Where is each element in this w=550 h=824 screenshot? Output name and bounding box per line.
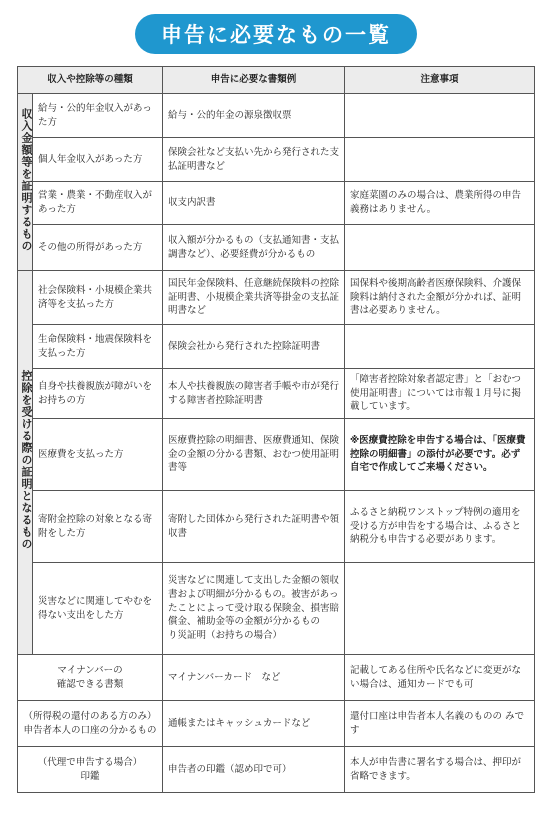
row-docs: 保険会社など支払い先から発行された支払証明書など <box>163 138 345 182</box>
table-row <box>18 747 535 793</box>
column-header-docs: 申告に必要な書類例 <box>163 67 345 94</box>
row-docs: 収支内訳書 <box>163 182 345 225</box>
row-type: 個人年金収入があった方 <box>33 138 163 182</box>
page-title: 申告に必要なもの一覧 <box>135 14 417 54</box>
row-type: 災害などに関連してやむを得ない支出をした方 <box>33 563 163 655</box>
row-docs: 医療費控除の明細書、医療費通知、保険金の金額の分かる書類、おむつ使用証明書等 <box>163 419 345 491</box>
table-row <box>18 491 535 563</box>
table-row <box>18 419 535 491</box>
row-docs: 保険会社から発行された控除証明書 <box>163 325 345 369</box>
table-row <box>18 655 535 701</box>
row-notes: 本人が申告書に署名する場合は、押印が省略できます。 <box>345 747 535 793</box>
row-notes <box>345 325 535 369</box>
row-docs: 本人や扶養親族の障害者手帳や市が発行する障害者控除証明書 <box>163 369 345 419</box>
table-row <box>18 271 535 325</box>
row-type: マイナンバーの 確認できる書類 <box>18 655 163 701</box>
row-docs: マイナンバーカード など <box>163 655 345 701</box>
row-docs: 申告者の印鑑（認め印で可） <box>163 747 345 793</box>
row-type: 給与・公的年金収入があった方 <box>33 94 163 138</box>
row-notes: 家庭菜園のみの場合は、農業所得の申告義務はありません。 <box>345 182 535 225</box>
table-row <box>18 325 535 369</box>
row-docs: 寄附した団体から発行された証明書や領収書 <box>163 491 345 563</box>
column-header-notes: 注意事項 <box>345 67 535 94</box>
row-type: 寄附金控除の対象となる寄附をした方 <box>33 491 163 563</box>
row-type: （代理で申告する場合） 印鑑 <box>18 747 163 793</box>
table-row <box>18 94 535 138</box>
row-notes: ※医療費控除を申告する場合は、「医療費控除の明細書」の添付が必要です。必ず自宅で作成してご来場ください。 <box>345 419 535 491</box>
header-row <box>18 67 535 94</box>
row-docs: 給与・公的年金の源泉徴収票 <box>163 94 345 138</box>
row-type: その他の所得があった方 <box>33 225 163 271</box>
row-type: 自身や扶養親族が障がいをお持ちの方 <box>33 369 163 419</box>
table-row <box>18 182 535 225</box>
table-row <box>18 701 535 747</box>
table-row <box>18 138 535 182</box>
row-type: 営業・農業・不動産収入があった方 <box>33 182 163 225</box>
row-notes <box>345 225 535 271</box>
row-type: 医療費を支払った方 <box>33 419 163 491</box>
row-type: 生命保険料・地震保険料を支払った方 <box>33 325 163 369</box>
row-notes: 国保料や後期高齢者医療保険料、介護保険料は納付された金額が分かれば、証明書は必要ありません。 <box>345 271 535 325</box>
row-docs: 災害などに関連して支出した金額の領収書および明細が分かるもの。被害があったことによって受け取る保険金、損害賠償金、補助金等の金額が分かるもの り災証明（お持ちの場合） <box>163 563 345 655</box>
row-notes: 記載してある住所や氏名などに変更がない場合は、通知カードでも可 <box>345 655 535 701</box>
row-notes: 「障害者控除対象者認定書」と「おむつ使用証明書」については市報１月号に掲載しています。 <box>345 369 535 419</box>
row-notes: ふるさと納税ワンストップ特例の適用を受ける方が申告をする場合は、ふるさと納税分も申告する必要があります。 <box>345 491 535 563</box>
row-notes <box>345 94 535 138</box>
group-label-income: 収入金額等を証明するもの <box>18 94 33 271</box>
table-row <box>18 369 535 419</box>
row-docs: 通帳またはキャッシュカードなど <box>163 701 345 747</box>
row-type: 社会保険料・小規模企業共済等を支払った方 <box>33 271 163 325</box>
row-docs: 国民年金保険料、任意継続保険料の控除証明書、小規模企業共済等掛金の支払証明書など <box>163 271 345 325</box>
group-label-deduction: 控除を受ける際の証明となるもの <box>18 271 33 655</box>
row-notes <box>345 563 535 655</box>
row-type: （所得税の還付のある方のみ） 申告者本人の口座の分かるもの <box>18 701 163 747</box>
row-notes <box>345 138 535 182</box>
requirements-table <box>17 66 535 793</box>
table-row <box>18 563 535 655</box>
row-notes: 還付口座は申告者本人名義のものの みです <box>345 701 535 747</box>
row-docs: 収入額が分かるもの（支払通知書・支払調書など）、必要経費が分かるもの <box>163 225 345 271</box>
column-header-type: 収入や控除等の種類 <box>18 67 163 94</box>
table-row <box>18 225 535 271</box>
